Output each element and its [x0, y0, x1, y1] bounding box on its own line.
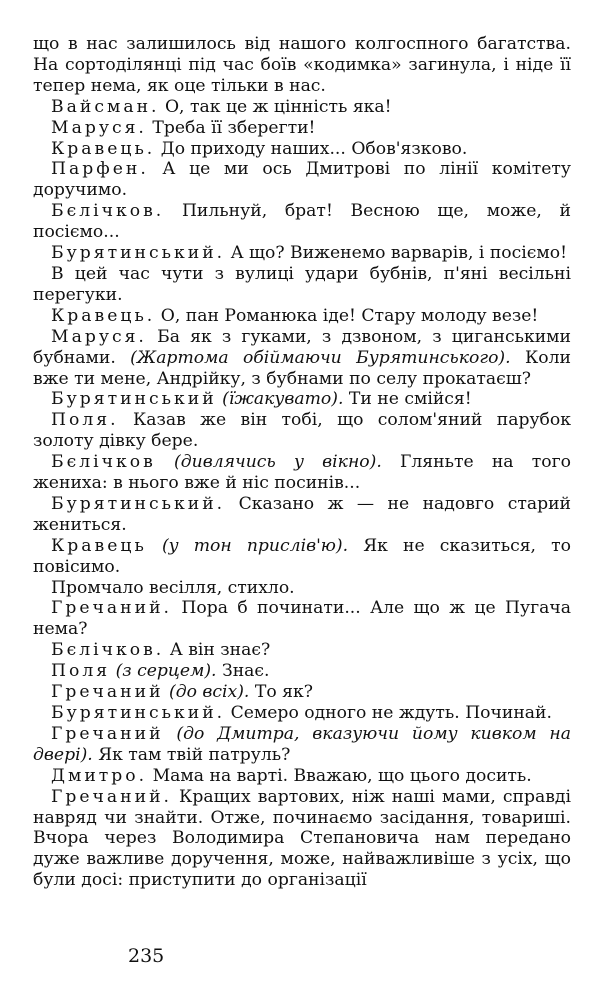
dialogue-text: Знає.	[216, 661, 270, 682]
stage-direction: (їжакувато).	[222, 389, 344, 410]
dialogue-text: Треба її зберегти!	[146, 117, 316, 138]
speaker-name: Гречаний	[51, 723, 164, 744]
speaker-name: Бурятинський	[51, 389, 217, 410]
paragraph	[33, 682, 571, 703]
dialogue-text: Казав же він тобі, що солом'яний парубок золоту дівку бере.	[33, 410, 571, 452]
paragraph	[33, 201, 571, 243]
dialogue-text: До приходу наших... Обов'язково.	[155, 138, 468, 159]
stage-direction: (у тон прислів'ю).	[161, 535, 349, 556]
speaker-name: Кравець.	[51, 305, 156, 326]
paragraph	[33, 264, 571, 306]
page-number: 235	[128, 945, 165, 967]
paragraph	[33, 452, 571, 494]
paragraph	[33, 536, 571, 578]
stage-direction: (до Дмитра, вказуючи йому кивком на двері).	[33, 723, 571, 765]
speaker-name: Поля.	[51, 410, 119, 431]
paragraph	[33, 494, 571, 536]
stage-direction: (Жартома обіймаючи Бурятинського).	[130, 347, 511, 368]
speaker-name: Поля	[51, 661, 111, 682]
dialogue-text: Семеро одного не ждуть. Починай.	[225, 703, 552, 723]
paragraph	[33, 661, 571, 682]
speaker-name: Бурятинський.	[51, 243, 226, 264]
paragraph	[33, 243, 571, 264]
dialogue-text: Сказано ж — не надовго старий жениться.	[33, 493, 571, 535]
speaker-name: Бєлічков.	[51, 640, 165, 661]
stage-direction: (до всіх).	[169, 682, 250, 703]
speaker-name: Гречаний.	[51, 598, 172, 619]
speaker-name: Маруся.	[51, 326, 147, 347]
paragraph	[33, 159, 571, 201]
paragraph	[33, 97, 571, 118]
dialogue-text: О, так це ж цінність яка!	[159, 96, 392, 117]
play-text	[33, 34, 571, 891]
speaker-name: Бурятинський.	[51, 703, 226, 723]
speaker-name: Кравець.	[51, 138, 156, 159]
paragraph	[33, 724, 571, 766]
paragraph	[33, 578, 571, 599]
dialogue-text: А він знає?	[164, 640, 271, 661]
dialogue-text: Ти не смійся!	[343, 389, 472, 410]
dialogue-text: Мама на варті. Вважаю, що цього досить.	[147, 765, 532, 786]
speaker-name: Бєлічков	[51, 452, 156, 473]
dialogue-text	[156, 452, 174, 472]
dialogue-text: Ба як з гуками, з дзвоном, з циганськими бубнами.	[33, 326, 571, 368]
paragraph	[33, 766, 571, 787]
dialogue-text	[164, 724, 177, 744]
paragraph	[33, 787, 571, 892]
speaker-name: Дмитро.	[51, 765, 148, 786]
paragraph	[33, 598, 571, 640]
paragraph	[33, 327, 571, 390]
dialogue-text: А що? Виженемо варварів, і посіємо!	[225, 243, 568, 264]
dialogue-text: То як?	[249, 682, 313, 703]
paragraph	[33, 34, 571, 97]
dialogue-text: А це ми ось Дмитрові по лінії комітету доручимо.	[33, 159, 571, 201]
paragraph	[33, 703, 571, 724]
speaker-name: Гречаний	[51, 682, 164, 703]
paragraph	[33, 118, 571, 139]
paragraph	[33, 410, 571, 452]
paragraph	[33, 389, 571, 410]
speaker-name: Маруся.	[51, 117, 147, 138]
dialogue-text: Промчало весілля, стихло.	[51, 577, 295, 598]
speaker-name: Гречаний.	[51, 786, 172, 807]
dialogue-text: Пора б починати... Але що ж це Пугача нема?	[33, 598, 571, 640]
dialogue-text: що в нас залишилось від нашого колгоспного багатства. На сортоділянці під час боїв «кодимка» загинула, і ніде її тепер нема, як оце тільки в нас.	[33, 34, 571, 96]
dialogue-text: В цей час чути з вулиці удари бубнів, п'яні весільні перегуки.	[33, 263, 571, 305]
speaker-name: Бурятинський.	[51, 493, 226, 514]
dialogue-text: Пильнуй, брат! Весною ще, може, й посіємо...	[33, 201, 571, 243]
stage-direction: (з серцем).	[115, 661, 217, 682]
paragraph	[33, 306, 571, 327]
paragraph	[33, 139, 571, 160]
speaker-name: Вайсман.	[51, 96, 160, 117]
dialogue-text: О, пан Романюка іде! Стару молоду везе!	[155, 305, 539, 326]
dialogue-text: Коли вже ти мене, Андрійку, з бубнами по селу прокатаєш?	[33, 347, 571, 389]
dialogue-text	[147, 536, 162, 556]
speaker-name: Бєлічков.	[51, 201, 165, 222]
dialogue-text: Гляньте на того жениха: в нього вже й ніс посинів...	[33, 452, 571, 494]
dialogue-text: Кращих вартових, ніж наші мами, справді навряд чи знайти. Отже, починаємо засідання, товариші. Вчора через Володимира Степановича нам передано дуже важливе доручення, може, найважливіше з усіх, що були досі: приступити до організації	[33, 786, 571, 891]
speaker-name: Кравець	[51, 535, 147, 556]
stage-direction: (дивлячись у вікно).	[174, 452, 382, 473]
dialogue-text: Як не сказиться, то повісимо.	[33, 535, 571, 577]
dialogue-text: Як там твій патруль?	[92, 744, 291, 765]
paragraph	[33, 640, 571, 661]
speaker-name: Парфен.	[51, 159, 149, 180]
